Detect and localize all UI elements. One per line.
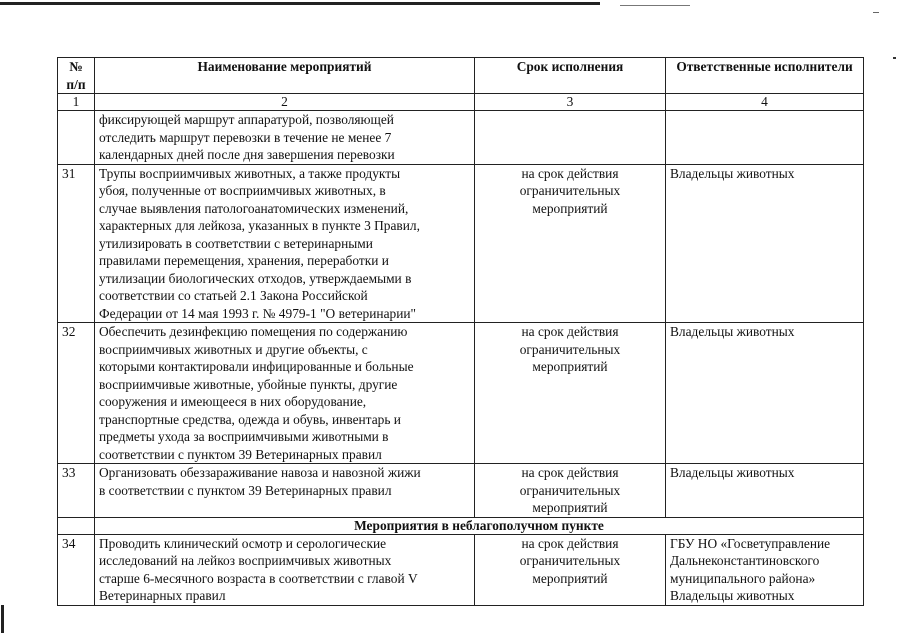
term-line: ограничительных	[519, 341, 621, 357]
term-line: мероприятий	[532, 359, 608, 374]
term-line: ограничительных	[519, 482, 621, 498]
text-line: Обеспечить дезинфекцию помещения по содержанию	[99, 324, 408, 339]
table-header-row	[58, 58, 864, 94]
responsible-line: ГБУ НО «Госветуправление	[670, 535, 831, 551]
table-row	[58, 164, 864, 323]
top-border-line-fragment	[620, 5, 690, 6]
responsible-line: Владельцы животных	[670, 165, 795, 181]
responsible-line: Дальнеконстантиновского	[670, 553, 820, 568]
header-name: Наименование мероприятий	[95, 58, 475, 94]
row-text	[95, 111, 475, 165]
responsible-line: Владельцы животных	[670, 588, 795, 603]
responsible-line: Владельцы животных	[670, 324, 795, 339]
row-num: 31	[58, 164, 95, 323]
text-line: исследований на лейкоз восприимчивых животных	[99, 553, 392, 568]
row-responsible	[666, 111, 864, 165]
table-row	[58, 323, 864, 464]
row-responsible	[666, 164, 864, 323]
header-term: Срок исполнения	[475, 58, 666, 94]
row-text	[95, 164, 475, 323]
header-num: № п/п	[58, 58, 95, 94]
term-line: мероприятий	[532, 570, 608, 586]
text-line: сооружения и имеющееся в них оборудование,	[99, 394, 367, 409]
text-line: утилизировать в соответствии с ветеринарными	[99, 235, 373, 251]
row-term	[475, 464, 666, 518]
row-num: 34	[58, 534, 95, 605]
text-line: случае выявления патологоанатомических изменений,	[99, 200, 409, 216]
row-term	[475, 323, 666, 464]
term-line: ограничительных	[519, 183, 621, 198]
row-term	[475, 164, 666, 323]
row-text	[95, 323, 475, 464]
text-line: Трупы восприимчивых животных, а также продукты	[99, 165, 401, 181]
term-line: мероприятий	[532, 200, 608, 216]
text-line: правилами перемещения, хранения, переработки и	[99, 253, 389, 268]
text-line: которыми контактировали инфицированные и больные	[99, 359, 414, 374]
row-responsible	[666, 534, 864, 605]
term-line: ограничительных	[519, 553, 621, 568]
text-line: Организовать обеззараживание навоза и навозной жижи	[99, 465, 421, 480]
row-text	[95, 534, 475, 605]
responsible-line: Владельцы животных	[670, 465, 795, 480]
table-row	[58, 534, 864, 605]
column-numbers-row	[58, 94, 864, 111]
section-title: Мероприятия в неблагополучном пункте	[95, 517, 864, 534]
column-number: 4	[666, 94, 864, 111]
text-line: календарных дней после дня завершения перевозки	[99, 147, 395, 162]
scan-mark	[893, 57, 896, 59]
column-number: 3	[475, 94, 666, 111]
left-edge-mark	[1, 605, 4, 633]
text-line: соответствии со статьей 2.1 Закона Российской	[99, 288, 368, 303]
row-responsible	[666, 323, 864, 464]
scan-mark	[873, 12, 879, 13]
text-line: убоя, полученные от восприимчивых животных, в	[99, 183, 386, 198]
text-line: Проводить клинический осмотр и серологические	[99, 535, 387, 551]
header-responsible: Ответственные исполнители	[666, 58, 864, 94]
row-responsible	[666, 464, 864, 518]
row-text	[95, 464, 475, 518]
row-num	[58, 111, 95, 165]
term-line: на срок действия	[521, 465, 619, 480]
row-term	[475, 534, 666, 605]
text-line: Федерации от 14 мая 1993 г. № 4979-1 "О ветеринарии"	[99, 305, 417, 321]
row-num: 33	[58, 464, 95, 518]
top-border-line	[0, 2, 600, 5]
section-spacer	[58, 517, 95, 534]
text-line: старше 6-месячного возраста в соответствии с главой V	[99, 570, 418, 586]
column-number: 1	[58, 94, 95, 111]
text-line: предметы ухода за восприимчивыми животными в	[99, 429, 389, 444]
text-line: восприимчивые животные, убойные пункты, другие	[99, 376, 398, 392]
term-line: на срок действия	[521, 324, 619, 339]
responsible-line: муниципального района»	[670, 570, 816, 586]
table-row	[58, 464, 864, 518]
text-line: фиксирующей маршрут аппаратурой, позволяющей	[99, 112, 394, 127]
text-line: отследить маршрут перевозки в течение не менее 7	[99, 129, 392, 145]
text-line: соответствии с пунктом 39 Ветеринарных правил	[99, 446, 382, 462]
table-row	[58, 111, 864, 165]
term-line: на срок действия	[521, 165, 619, 181]
text-line: утилизации биологических отходов, утверждаемыми в	[99, 270, 412, 286]
term-line: на срок действия	[521, 535, 619, 551]
term-line: мероприятий	[532, 500, 608, 515]
row-num: 32	[58, 323, 95, 464]
text-line: характерных для лейкоза, указанных в пункте 3 Правил,	[99, 218, 420, 233]
column-number: 2	[95, 94, 475, 111]
section-header-row	[58, 517, 864, 534]
row-term	[475, 111, 666, 165]
measures-table	[57, 57, 864, 606]
text-line: в соответствии с пунктом 39 Ветеринарных правил	[99, 482, 392, 498]
text-line: восприимчивых животных и другие объекты, с	[99, 341, 368, 357]
text-line: транспортные средства, одежда и обувь, инвентарь и	[99, 411, 401, 427]
text-line: Ветеринарных правил	[99, 588, 226, 603]
